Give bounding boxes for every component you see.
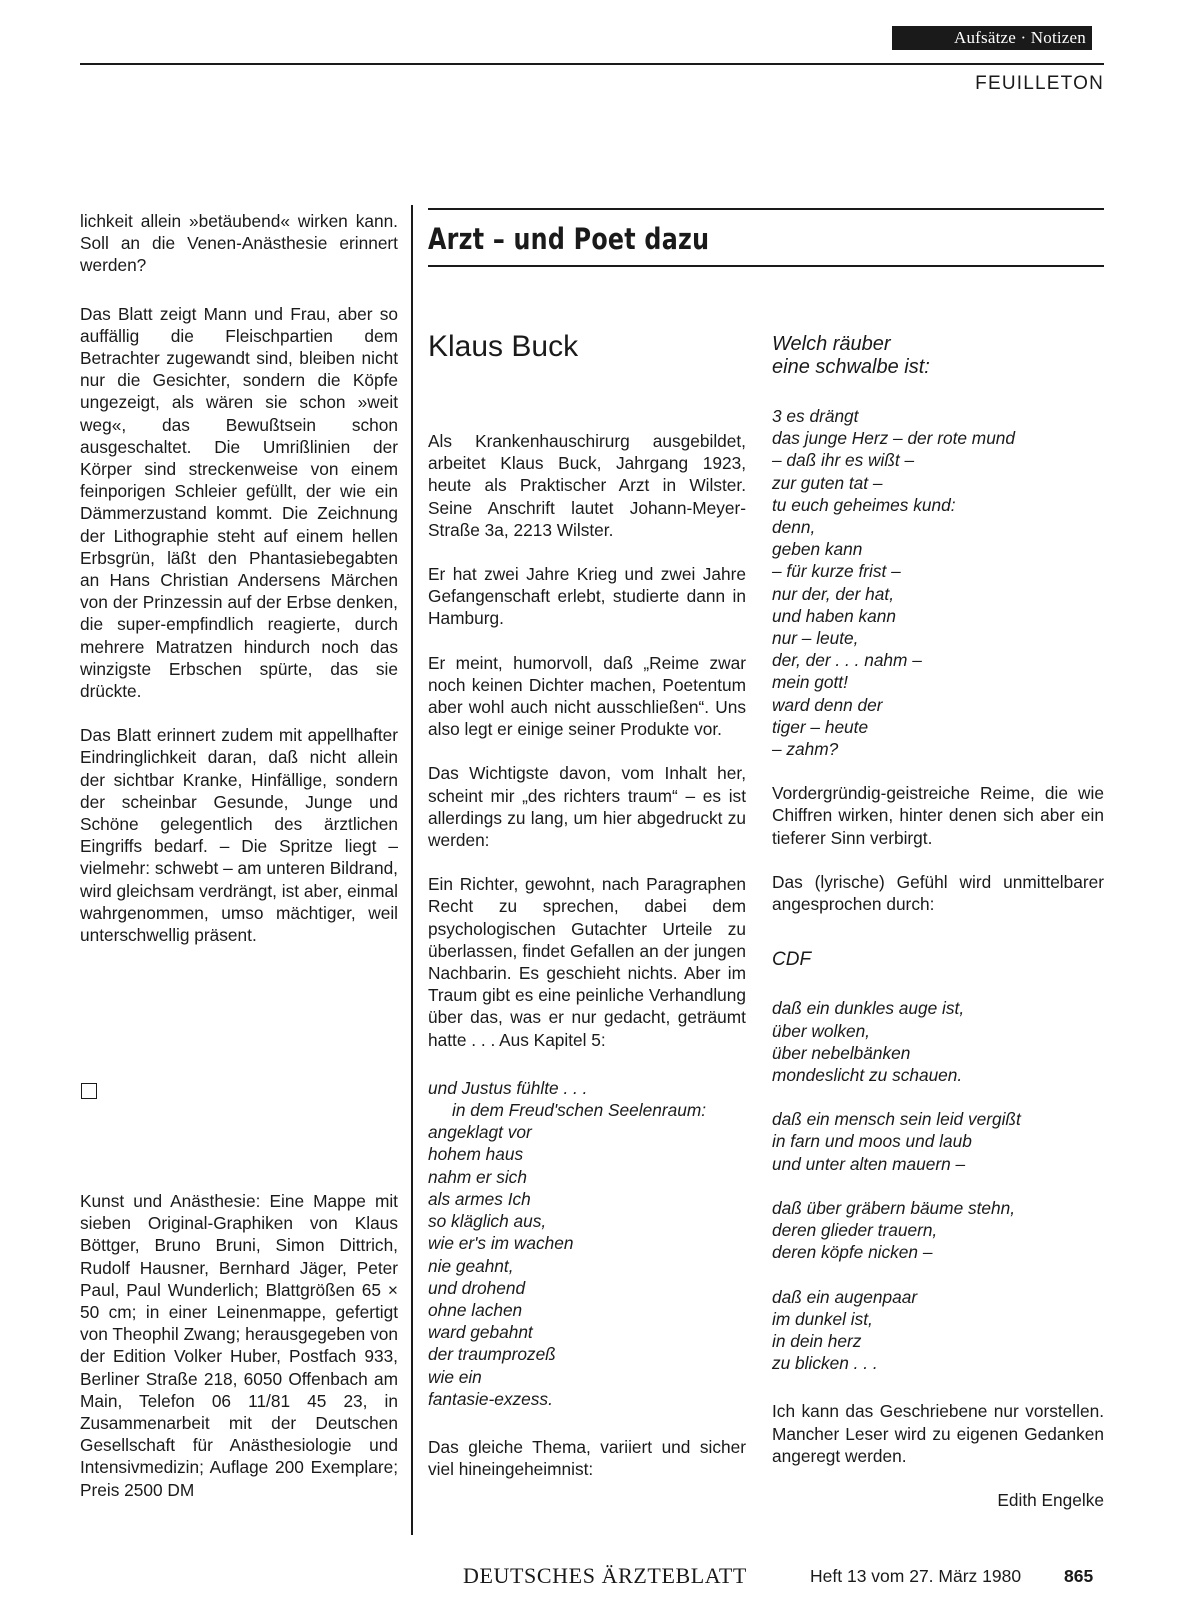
poem-line: wie er's im wachen xyxy=(428,1233,574,1254)
poem-line: deren glieder trauern, xyxy=(772,1220,938,1241)
section-label: FEUILLETON xyxy=(975,73,1104,94)
poem-line: mondeslicht zu schauen. xyxy=(772,1065,963,1086)
poem-line: – für kurze frist – xyxy=(772,561,901,582)
poem-line: nur der, der hat, xyxy=(772,583,895,604)
poem-line: über nebelbänken xyxy=(772,1042,911,1063)
poem-line: so kläglich aus, xyxy=(428,1211,547,1232)
cdf-stanza-1 xyxy=(772,997,1104,1086)
poem-line: der traumprozeß xyxy=(428,1344,556,1365)
left-paragraph-2: Das Blatt zeigt Mann und Frau, aber so auffällig die Fleischpartien dem Betrachter zugewandt sind, bleiben nicht nur die Gesichter, sondern die Köpfe ungezeigt, als wären sie schon »weit weg«, das Bewußtsein schon ausgeschaltet. Die Umrißlinien der Körper sind streckenweise von einem feinporigen Schleier gefüllt, der wie ein Dämmerzustand kommt. Die Zeichnung der Lithographie steht auf einem hellen Erbsgrün, läßt den Phantasiebegabten an Hans Christian Andersens Märchen von der Prinzessin auf der Erbse denken, die super-empfindlich reagierte, durch mehrere Matratzen hindurch noch das winzigste Erbschen spürte, das sie drückte. xyxy=(80,303,398,702)
poem-line: ward denn der xyxy=(772,694,883,715)
issue-info: Heft 13 vom 27. März 1980 xyxy=(810,1566,1022,1586)
poem-line: deren köpfe nicken – xyxy=(772,1242,933,1263)
poem-line: fantasie-exzess. xyxy=(428,1388,553,1409)
poem-title-line: eine schwalbe ist: xyxy=(772,356,930,378)
poem-line: der, der . . . nahm – xyxy=(772,650,922,671)
swallow-poem xyxy=(772,405,1104,760)
poem-line: tu euch geheimes kund: xyxy=(772,494,956,515)
poem-line: das junge Herz – der rote mund xyxy=(772,428,1016,449)
book-note-text: Kunst und Anästhesie: Eine Mappe mit sieben Original-Graphiken von Klaus Böttger, Bruno Bruni, Simon Dittrich, Rudolf Hausner, Bernhard Jäger, Peter Paul, Paul Wunderlich; Blattgrößen 65 × 50 cm; in einer Leinenmappe, gefertigt von Theophil Zwang; herausgegeben von der Edition Volker Huber, Postfach 933, Berliner Straße 218, 6050 Offenbach am Main, Telefon 06 11/81 45 23, in Zusammenarbeit mit der Deutschen Gesellschaft für Anästhesiologie und Intensivmedizin; Auflage 200 Exemplare; Preis 2500 DM xyxy=(80,1191,398,1500)
journal-name: DEUTSCHES ÄRZTEBLATT xyxy=(463,1563,747,1588)
poem-line: und Justus fühlte . . . xyxy=(428,1077,588,1098)
right-paragraph-3: Ich kann das Geschriebene nur vorstellen. Mancher Leser wird zu eigenen Gedanken angeregt werden. xyxy=(772,1401,1104,1466)
poem-line: hohem haus xyxy=(428,1144,524,1165)
poem-line: und unter alten mauern – xyxy=(772,1153,966,1174)
page-number: 865 xyxy=(1064,1566,1094,1586)
right-column xyxy=(772,333,1104,1511)
title-rule-bottom xyxy=(428,265,1104,267)
poem-line: mein gott! xyxy=(772,672,848,693)
middle-paragraph-4: Das Wichtigste davon, vom Inhalt her, scheint mir „des richters traum“ – es ist allerdings zu lang, um hier abgedruckt zu werden: xyxy=(428,763,746,851)
end-of-article-box xyxy=(81,1083,97,1099)
poem-line: in dem Freud'schen Seelenraum: xyxy=(452,1100,707,1121)
left-paragraph-3: Das Blatt erinnert zudem mit appellhafter Eindringlichkeit daran, daß nicht allein der sichtbar Kranke, Hinfällige, sondern der scheinbar Gesunde, Junge und Schöne gelegentlich des ärztlichen Eingriffs bedarf. – Die Spritze liegt – vielmehr: schwebt – am unteren Bildrand, wird gleichsam verdrängt, ist aber, einmal wahrgenommen, umso mächtiger, weil unterschwellig präsent. xyxy=(80,725,398,946)
poem-line: – zahm? xyxy=(772,739,839,760)
poem-line: nahm er sich xyxy=(428,1166,527,1187)
poem-line: ward gebahnt xyxy=(428,1322,533,1343)
poem-line: tiger – heute xyxy=(772,716,869,737)
poem-line: daß ein augenpaar xyxy=(772,1286,918,1307)
poem-title xyxy=(772,333,1104,379)
poem-line: daß ein mensch sein leid vergißt xyxy=(772,1109,1021,1130)
poem-line: in farn und moos und laub xyxy=(772,1131,972,1152)
poem-line: und drohend xyxy=(428,1277,526,1298)
middle-paragraph-3: Er meint, humorvoll, daß „Reime zwar noch keinen Dichter machen, Poetentum aber wohl auch nicht ausschließen“. Uns also legt er einige seiner Produkte vor. xyxy=(428,652,746,740)
judge-poem xyxy=(428,1077,746,1410)
poem-line: über wolken, xyxy=(772,1020,870,1041)
poem-line: zur guten tat – xyxy=(772,472,883,493)
poem-line: im dunkel ist, xyxy=(772,1308,873,1329)
poem-line: denn, xyxy=(772,517,816,538)
middle-paragraph-6: Das gleiche Thema, variiert und sicher viel hineingeheimnist: xyxy=(428,1436,746,1480)
column-divider xyxy=(411,205,413,1535)
poem-line: als armes Ich xyxy=(428,1188,531,1209)
book-note xyxy=(80,1190,398,1501)
poem-line: nie geahnt, xyxy=(428,1255,514,1276)
poem-line: – daß ihr es wißt – xyxy=(772,450,915,471)
poem-line: nur – leute, xyxy=(772,628,859,649)
cdf-stanza-2 xyxy=(772,1108,1104,1175)
poem-line: angeklagt vor xyxy=(428,1122,532,1143)
author-name: Klaus Buck xyxy=(428,330,579,363)
middle-paragraph-2: Er hat zwei Jahre Krieg und zwei Jahre Gefangenschaft erlebt, studierte dann in Hamburg. xyxy=(428,564,746,629)
left-column xyxy=(80,210,398,946)
author-signature: Edith Engelke xyxy=(997,1489,1104,1510)
article-title: Arzt – und Poet dazu xyxy=(428,222,710,256)
poem-line: in dein herz xyxy=(772,1330,862,1351)
cdf-stanza-3 xyxy=(772,1197,1104,1264)
middle-column xyxy=(428,430,746,1480)
poem-line: und haben kann xyxy=(772,605,896,626)
cdf-poem-title: CDF xyxy=(772,949,812,971)
right-paragraph-1: Vordergründig-geistreiche Reime, die wie Chiffren wirken, hinter denen sich aber ein tieferer Sinn verbirgt. xyxy=(772,783,1104,848)
section-tag: Aufsätze · Notizen xyxy=(892,26,1092,50)
poem-line: 3 es drängt xyxy=(772,406,859,426)
header-rule xyxy=(80,63,1104,65)
poem-line: geben kann xyxy=(772,539,863,560)
poem-line: zu blicken . . . xyxy=(772,1353,878,1374)
poem-line: wie ein xyxy=(428,1366,482,1387)
middle-paragraph-1: Als Krankenhauschirurg ausgebildet, arbeitet Klaus Buck, Jahrgang 1923, heute als Praktischer Arzt in Wilster. Seine Anschrift lautet Johann-Meyer-Straße 3a, 2213 Wilster. xyxy=(428,431,746,540)
middle-paragraph-5: Ein Richter, gewohnt, nach Paragraphen Recht zu sprechen, dabei dem psychologischen Gutachter Urteile zu überlassen, findet Gefallen an der jungen Nachbarin. Es geschieht nichts. Aber im Traum gibt es eine peinliche Verhandlung über das, was er nur gedacht, geträumt hatte . . . Aus Kapitel 5: xyxy=(428,874,746,1050)
poem-title-line: Welch räuber xyxy=(772,333,891,355)
left-paragraph-1: lichkeit allein »betäubend« wirken kann. Soll an die Venen-Anästhesie erinnert werden? xyxy=(80,211,398,276)
right-paragraph-2: Das (lyrische) Gefühl wird unmittelbarer angesprochen durch: xyxy=(772,871,1104,915)
poem-line: daß ein dunkles auge ist, xyxy=(772,998,965,1019)
poem-line: ohne lachen xyxy=(428,1299,523,1320)
cdf-stanza-4 xyxy=(772,1286,1104,1375)
poem-line: daß über gräbern bäume stehn, xyxy=(772,1197,1016,1218)
title-rule-top xyxy=(428,208,1104,210)
